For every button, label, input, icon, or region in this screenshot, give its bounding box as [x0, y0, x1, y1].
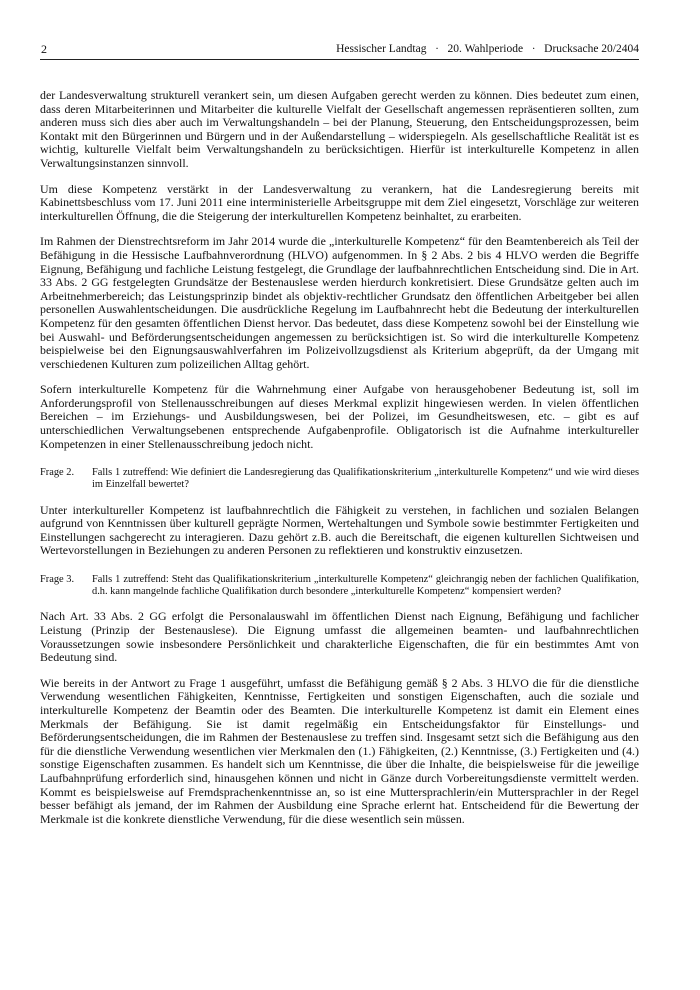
question-text: Falls 1 zutreffend: Steht das Qualifikationskriterium „interkulturelle Kompetenz“ gleichrangig neben der fachlichen Qualifikation, d.h. kann mangelnde fachliche Qualifikation durch besondere „interkulturelle Kompetenz“ kompensiert werden? — [92, 574, 639, 598]
question-label: Frage 2. — [40, 467, 75, 479]
question-2 — [40, 467, 639, 491]
paragraph-4: Sofern interkulturelle Kompetenz für die Wahrnehmung einer Aufgabe von herausgehobener Bedeutung ist, soll im Anforderungsprofil von Stellenausschreibungen auf dieses Merkmal explizit hingewiesen werden. In vielen öffentlichen Bereichen – im Erziehungs- und Ausbildungswesen, bei der Polizei, im Gesundheitswesen, etc. – gibt es auf unterschiedlichen Verwaltungsebenen entsprechende Aufgabenprofile. Obligatorisch ist die Aufnahme interkultureller Kompetenzen in einer Stellenausschreibung jedoch nicht. — [40, 382, 639, 451]
question-3 — [40, 574, 639, 598]
page-number: 2 — [41, 42, 47, 56]
page-header — [40, 41, 639, 60]
paragraph-2: Um diese Kompetenz verstärkt in der Landesverwaltung zu verankern, hat die Landesregierung bereits mit Kabinettsbeschluss vom 17. Juni 2011 eine interministerielle Arbeitsgruppe mit dem Ziel eingesetzt, Vorschläge zur weiteren interkulturellen Öffnung, die die Steigerung der interkulturellen Kompetenz beinhaltet, zu erarbeiten. — [40, 181, 639, 223]
question-text: Falls 1 zutreffend: Wie definiert die Landesregierung das Qualifikationskriterium „interkulturelle Kompetenz“ und wie wird dieses im Einzelfall bewertet? — [92, 467, 639, 491]
paragraph-1: der Landesverwaltung strukturell verankert sein, um diesen Aufgaben gerecht werden zu können. Dies bedeutet zum einen, dass deren Mitarbeiterinnen und Mitarbeiter die kulturelle Vielfalt der Gesellschaft angemessen repräsentieren sollten, zum anderen muss sich dies aber auch im Verwaltungshandeln – bei der Planung, Steuerung, den Entscheidungsprozessen, beim Kontakt mit den Bürgerinnen und Bürgern und in der Außendarstellung – widerspiegeln. Als gesellschaftliche Realität ist es wichtig, kulturelle Vielfalt beim Verwaltungshandeln zu berücksichtigen. Hierfür ist interkulturelle Kompetenz in allen Verwaltungsinstanzen sinnvoll. — [40, 88, 639, 170]
answer-2-paragraph: Unter interkultureller Kompetenz ist laufbahnrechtlich die Fähigkeit zu verstehen, in fachlichen und sozialen Belangen aufgrund von Kenntnissen über kulturell geprägte Normen, Wertehaltungen und Symbole sowie bestimmter Fertigkeiten und Einstellungen sachgerecht zu interagieren. Dazu gehört z.B. auch die Bereitschaft, die eigenen kulturellen Sichtweisen und Wertevorstellungen in Beziehungen zu anderen Personen zu reflektieren und konstruktiv einzusetzen. — [40, 502, 639, 558]
answer-3-paragraph-2: Wie bereits in der Antwort zu Frage 1 ausgeführt, umfasst die Befähigung gemäß § 2 Abs. 3 HLVO die für die dienstliche Verwendung wesentlichen Fähigkeiten, Kenntnisse, Fertigkeiten und sonstigen Eigenschaften, auch die soziale und interkulturelle Kompetenz der Beamtin oder des Beamten. Die interkulturelle Kompetenz ist damit ein Element eines Merkmals der Befähigung. Sie ist damit regelmäßig ein Entscheidungsfaktor für Einstellungs- und Beförderungsentscheidungen, die im Rahmen der Bestenauslese zu treffen sind. Insgesamt setzt sich die Befähigung aus den für die dienstliche Verwendung wesentlichen vier Merkmalen den (1.) Fähigkeiten, (2.) Kenntnisse, (3.) Fertigkeiten und (4.) sonstige Eigenschaften zusammen. Es handelt sich um Kenntnisse, die über die Inhalte, die beispielsweise für die jeweilige Laufbahnprüfung erforderlich sind, hinausgehen können und nicht in Gänze durch Vorbereitungsdienste vermittelt werden. Kommt es beispielsweise auf Fremdsprachenkenntnisse an, so ist eine Muttersprachlerin/ein Muttersprachler in der Regel besser befähigt als jemand, der im Rahmen der Ausbildung eine Sprache erlernt hat. Entscheidend für die Bewertung der Merkmale ist die konkrete dienstliche Verwendung, für die diese wesentlich sein müssen. — [40, 675, 639, 826]
paragraph-3: Im Rahmen der Dienstrechtsreform im Jahr 2014 wurde die „interkulturelle Kompetenz“ für den Beamtenbereich als Teil der Befähigung in die Hessische Laufbahnverordnung (HLVO) aufgenommen. In § 2 Abs. 2 bis 4 HLVO werden die Begriffe Eignung, Befähigung und fachliche Leistung festgelegt, die Grundlage der laufbahnrechtlichen Entscheidung sind. Die in Art. 33 Abs. 2 GG festgelegten Grundsätze der Bestenauslese werden hierdurch konkretisiert. Diese Grundsätze gelten auch im Arbeitnehmerbereich; das Leistungsprinzip bindet als objektiv-rechtlicher Grundsatz den öffentlichen Arbeitgeber bei allen personellen Auswahlentscheidungen. Die ausdrückliche Regelung im Laufbahnrecht hebt die Bedeutung der interkulturellen Kompetenz für den gesamten öffentlichen Dienst hervor. Das bedeutet, dass diese Kompetenz sowohl bei der Einstellung wie bei Auswahl- und Beförderungsentscheidungen angemessen zu berücksichtigen ist. So wird die interkulturelle Kompetenz beispielweise bei den Eignungsauswahlverfahren im Polizeivollzugsdienst als Kriterium abgeprüft, da der Umgang mit verschiedenen Kulturen zum polizeilichen Alltag gehört. — [40, 234, 639, 371]
answer-3-paragraph-1: Nach Art. 33 Abs. 2 GG erfolgt die Personalauswahl im öffentlichen Dienst nach Eignung, Befähigung und fachlicher Leistung (Prinzip der Bestenauslese). Die Eignung umfasst die allgemeinen beamten- und laufbahnrechtlichen Voraussetzungen sowie insbesondere Persönlichkeit und charakterliche Eigenschaften, die für ein bestimmtes Amt von Bedeutung sind. — [40, 609, 639, 665]
running-head: Hessischer Landtag · 20. Wahlperiode · Drucksache 20/2404 — [336, 43, 639, 55]
document-body — [40, 89, 639, 838]
question-label: Frage 3. — [40, 574, 75, 586]
